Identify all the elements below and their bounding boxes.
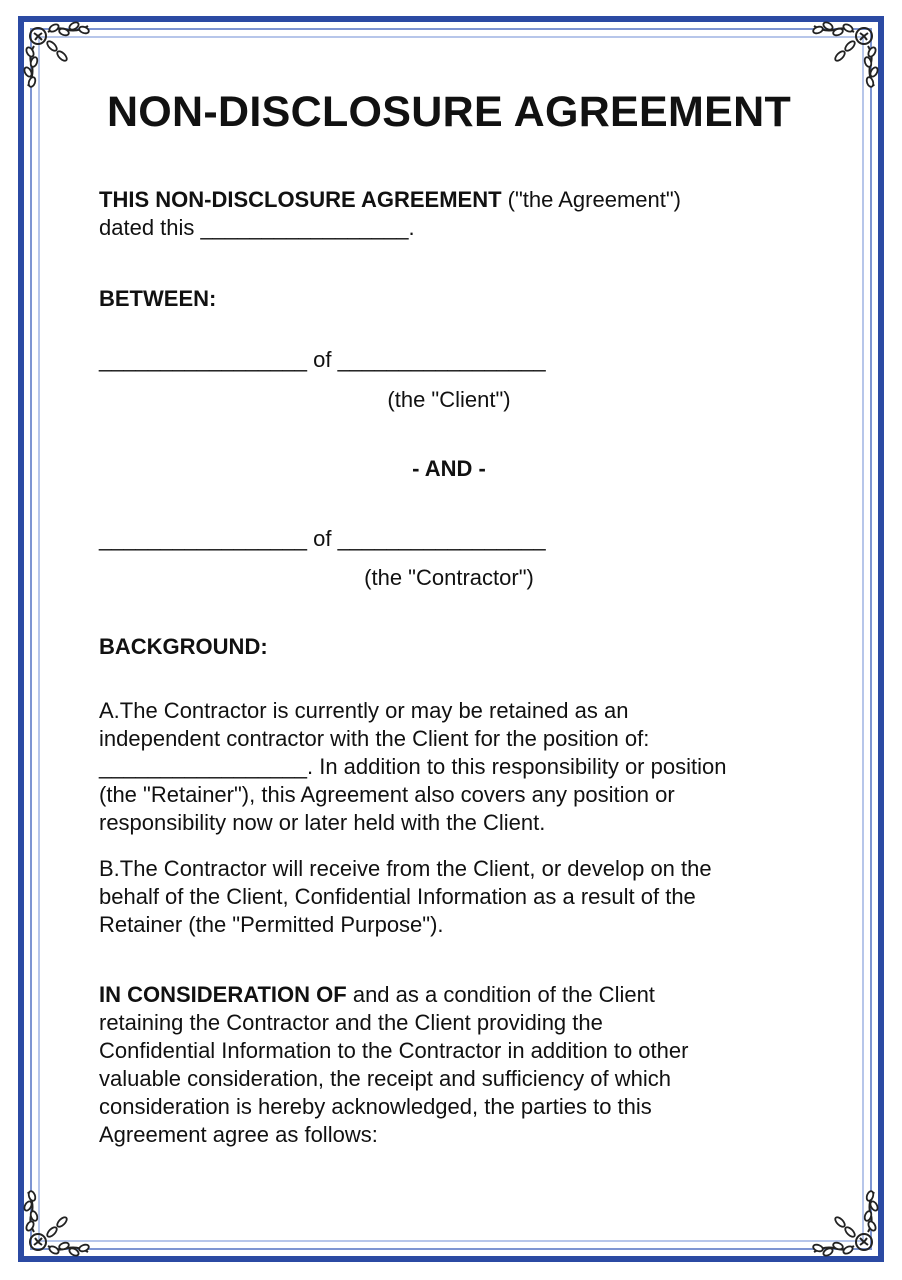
background-a-line: _________________. In addition to this responsibility or position xyxy=(99,754,727,779)
corner-ornament-icon xyxy=(22,20,102,100)
consideration-line: valuable consideration, the receipt and sufficiency of which xyxy=(99,1066,671,1091)
and-separator: - AND - xyxy=(412,456,486,481)
intro-bold: THIS NON-DISCLOSURE AGREEMENT xyxy=(99,187,502,212)
consideration-rest: and as a condition of the Client xyxy=(346,982,655,1007)
party1-role: (the "Client") xyxy=(387,387,511,412)
between-heading: BETWEEN: xyxy=(99,286,217,311)
background-a-line: independent contractor with the Client for the position of: xyxy=(99,726,650,751)
background-a-line: A.The Contractor is currently or may be retained as an xyxy=(99,698,629,723)
party1-line: _________________ of _________________ xyxy=(99,347,546,372)
background-b-line: behalf of the Client, Confidential Information as a result of the xyxy=(99,884,696,909)
corner-ornament-icon xyxy=(22,1178,102,1258)
consideration-line: Confidential Information to the Contractor in addition to other xyxy=(99,1038,689,1063)
background-b-line: B.The Contractor will receive from the Client, or develop on the xyxy=(99,856,712,881)
consideration-line: Agreement agree as follows: xyxy=(99,1122,378,1147)
consideration-line: retaining the Contractor and the Client providing the xyxy=(99,1010,603,1035)
consideration-line-1 xyxy=(99,981,655,1009)
intro-rest: ("the Agreement") xyxy=(501,187,682,212)
intro-line-2: dated this _________________. xyxy=(99,215,415,240)
party2-role: (the "Contractor") xyxy=(364,565,534,590)
background-b-line: Retainer (the "Permitted Purpose"). xyxy=(99,912,444,937)
intro-line-1 xyxy=(99,186,681,214)
document-title: NON-DISCLOSURE AGREEMENT xyxy=(106,88,792,136)
party2-line: _________________ of _________________ xyxy=(99,526,546,551)
consideration-line: consideration is hereby acknowledged, the parties to this xyxy=(99,1094,652,1119)
corner-ornament-icon xyxy=(800,1178,880,1258)
background-a-line: responsibility now or later held with the Client. xyxy=(99,810,546,835)
consideration-bold: IN CONSIDERATION OF xyxy=(99,982,347,1007)
background-a-line: (the "Retainer"), this Agreement also covers any position or xyxy=(99,782,675,807)
corner-ornament-icon xyxy=(800,20,880,100)
background-heading: BACKGROUND: xyxy=(99,634,268,659)
